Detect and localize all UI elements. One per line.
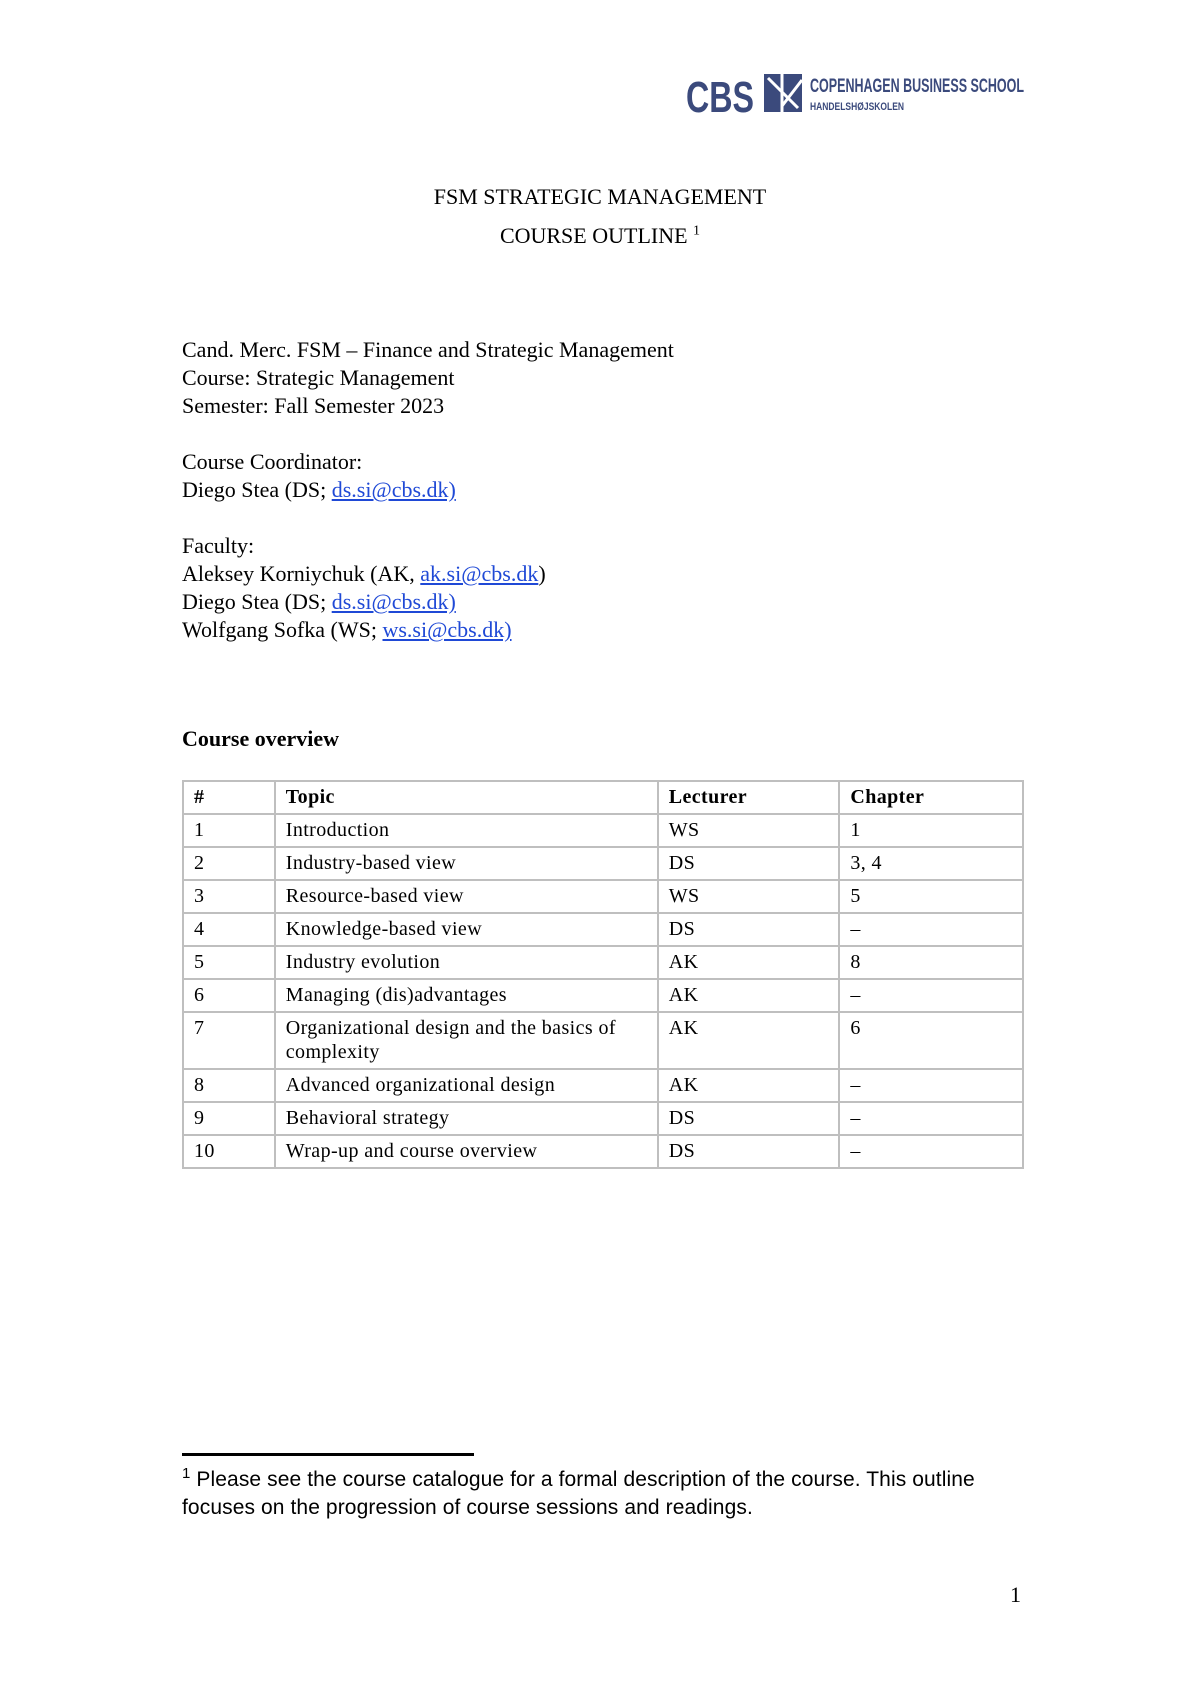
cell-chapter: 1 <box>839 814 1023 847</box>
cell-chapter: – <box>839 913 1023 946</box>
cell-topic: Wrap-up and course overview <box>275 1135 658 1168</box>
faculty-member-name: Diego Stea (DS; <box>182 589 332 614</box>
coordinator-label: Course Coordinator: <box>182 449 363 474</box>
table-row <box>183 979 1023 1012</box>
table-header-row <box>183 781 1023 814</box>
cell-topic: Organizational design and the basics of complexity <box>275 1012 658 1069</box>
logo-abbr: CBS <box>686 73 754 122</box>
program-info <box>182 336 674 420</box>
cell-number: 1 <box>183 814 275 847</box>
section-heading-overview: Course overview <box>182 726 340 751</box>
cell-lecturer: AK <box>658 1012 840 1069</box>
course-line: Course: Strategic Management <box>182 365 455 390</box>
footnote-separator <box>182 1453 474 1456</box>
column-header-chapter: Chapter <box>839 781 1023 814</box>
cell-chapter: – <box>839 979 1023 1012</box>
course-overview-table <box>182 780 1024 1169</box>
coordinator-name: Diego Stea (DS; <box>182 477 332 502</box>
cell-chapter: 3, 4 <box>839 847 1023 880</box>
cell-topic: Resource-based view <box>275 880 658 913</box>
cell-chapter: 8 <box>839 946 1023 979</box>
faculty-info <box>182 532 546 644</box>
coordinator-email-link[interactable]: ds.si@cbs.dk) <box>331 477 456 502</box>
cell-number: 6 <box>183 979 275 1012</box>
faculty-email-link[interactable]: ws.si@cbs.dk) <box>382 617 512 642</box>
cell-number: 7 <box>183 1012 275 1069</box>
coordinator-line <box>182 476 456 504</box>
cell-chapter: – <box>839 1135 1023 1168</box>
coordinator-info <box>182 448 456 504</box>
cell-lecturer: WS <box>658 880 840 913</box>
cell-lecturer: AK <box>658 946 840 979</box>
document-title <box>0 184 1200 210</box>
cell-lecturer: DS <box>658 1135 840 1168</box>
table-row <box>183 880 1023 913</box>
cell-lecturer: DS <box>658 847 840 880</box>
title-line-1: FSM STRATEGIC MANAGEMENT <box>433 184 767 209</box>
faculty-email-link[interactable]: ak.si@cbs.dk <box>420 561 539 586</box>
document-subtitle <box>0 223 1200 249</box>
cell-number: 5 <box>183 946 275 979</box>
logo-sub: HANDELSHØJSKOLEN <box>810 101 905 113</box>
cell-number: 8 <box>183 1069 275 1102</box>
cell-topic: Advanced organizational design <box>275 1069 658 1102</box>
cell-number: 10 <box>183 1135 275 1168</box>
page-number: 1 <box>1010 1582 1021 1607</box>
cell-lecturer: AK <box>658 1069 840 1102</box>
faculty-member-name: Aleksey Korniychuk (AK, <box>182 561 421 586</box>
cell-chapter: – <box>839 1102 1023 1135</box>
cbs-logo <box>686 70 1026 122</box>
table-row <box>183 847 1023 880</box>
semester-line: Semester: Fall Semester 2023 <box>182 393 445 418</box>
faculty-member <box>182 560 546 588</box>
cell-topic: Industry-based view <box>275 847 658 880</box>
footnote-mark: 1 <box>182 1465 191 1482</box>
title-footnote-ref[interactable]: 1 <box>693 223 701 239</box>
title-line-2: COURSE OUTLINE <box>499 223 688 248</box>
table-row <box>183 1102 1023 1135</box>
table-row <box>183 1012 1023 1069</box>
faculty-label: Faculty: <box>182 533 255 558</box>
table-row <box>183 1135 1023 1168</box>
table-row <box>183 946 1023 979</box>
cell-topic: Managing (dis)advantages <box>275 979 658 1012</box>
cell-lecturer: DS <box>658 913 840 946</box>
table-row <box>183 1069 1023 1102</box>
column-header-topic: Topic <box>275 781 658 814</box>
faculty-email-link[interactable]: ds.si@cbs.dk) <box>331 589 456 614</box>
cell-number: 3 <box>183 880 275 913</box>
cell-chapter: – <box>839 1069 1023 1102</box>
faculty-member <box>182 616 546 644</box>
column-header-lecturer: Lecturer <box>658 781 840 814</box>
cell-number: 2 <box>183 847 275 880</box>
footnote <box>182 1466 1032 1522</box>
faculty-member <box>182 588 546 616</box>
faculty-member-suffix: ) <box>538 561 546 586</box>
footnote-text: Please see the course catalogue for a formal description of the course. This outline focuses on the progression of course sessions and readings. <box>182 1468 975 1519</box>
cell-topic: Industry evolution <box>275 946 658 979</box>
program-line: Cand. Merc. FSM – Finance and Strategic Management <box>182 337 674 362</box>
cell-number: 9 <box>183 1102 275 1135</box>
table-row <box>183 814 1023 847</box>
cell-topic: Introduction <box>275 814 658 847</box>
cell-number: 4 <box>183 913 275 946</box>
cell-topic: Knowledge-based view <box>275 913 658 946</box>
faculty-member-name: Wolfgang Sofka (WS; <box>182 617 383 642</box>
cell-lecturer: AK <box>658 979 840 1012</box>
cell-topic: Behavioral strategy <box>275 1102 658 1135</box>
cell-lecturer: WS <box>658 814 840 847</box>
table-row <box>183 913 1023 946</box>
logo-name: COPENHAGEN BUSINESS SCHOOL <box>810 76 1025 97</box>
column-header-number: # <box>183 781 275 814</box>
cell-chapter: 5 <box>839 880 1023 913</box>
cell-chapter: 6 <box>839 1012 1023 1069</box>
logo-mark-icon <box>764 74 802 112</box>
cell-lecturer: DS <box>658 1102 840 1135</box>
